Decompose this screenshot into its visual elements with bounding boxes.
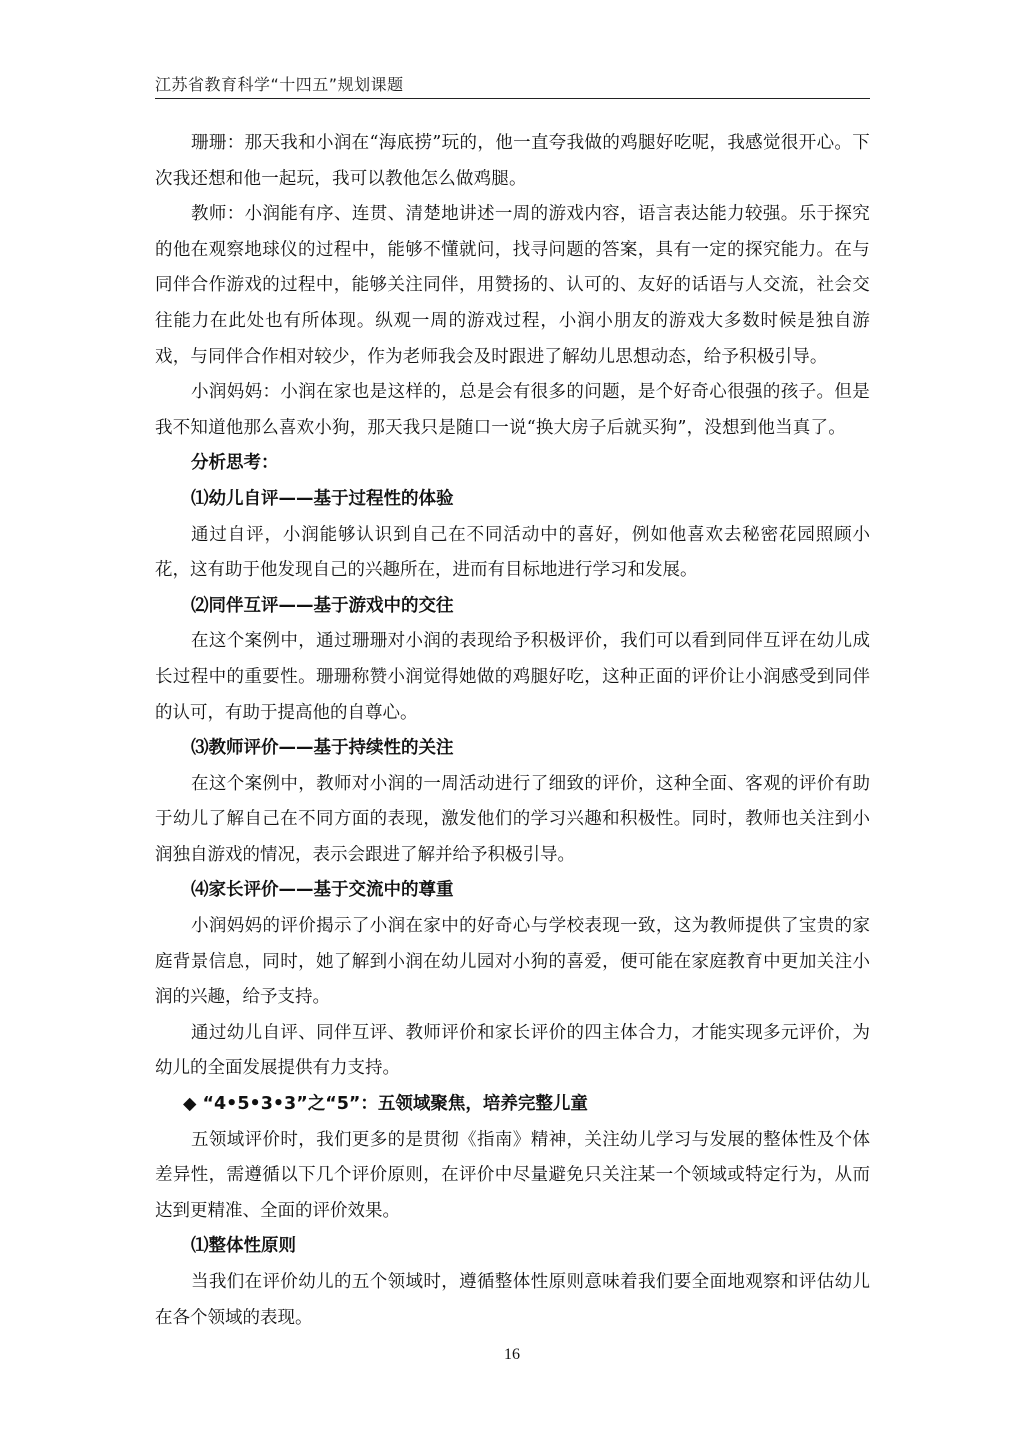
paragraph-summary: 通过幼儿自评、同伴互评、教师评价和家长评价的四主体合力，才能实现多元评价，为幼儿的全面发展提供有力支持。 [155,1022,870,1079]
diamond-bullet-icon: ◆ [183,1094,197,1115]
paragraph-holistic-principle: 当我们在评价幼儿的五个领域时，遵循整体性原则意味着我们要全面地观察和评估幼儿在各个领域的表现。 [155,1272,870,1328]
paragraph-teacher-evaluation: 在这个案例中，教师对小润的一周活动进行了细致的评价，这种全面、客观的评价有助于幼儿了解自己在不同方面的表现，激发他们的学习兴趣和积极性。同时，教师也关注到小润独自游戏的情况，表示会跟进了解并给予积极引导。 [155,773,870,865]
paragraph-peer-evaluation: 在这个案例中，通过珊珊对小润的表现给予积极评价，我们可以看到同伴互评在幼儿成长过程中的重要性。珊珊称赞小润觉得她做的鸡腿好吃，这种正面的评价让小润感受到同伴的认可，有助于提高他的自尊心。 [155,631,870,723]
heading-peer-evaluation: ⑵同伴互评——基于游戏中的交往 [191,595,454,616]
dialogue-teacher: 教师：小润能有序、连贯、清楚地讲述一周的游戏内容，语言表达能力较强。乐于探究的他在观察地球仪的过程中，能够不懂就问，找寻问题的答案，具有一定的探究能力。在与同伴合作游戏的过程中，能够关注同伴，用赞扬的、认可的、友好的话语与人交流，社会交往能力在此处也有所体现。纵观一周的游戏过程，小润小朋友的游戏大多数时候是独自游戏，与同伴合作相对较少，作为老师我会及时跟进了解幼儿思想动态，给予积极引导。 [155,204,870,367]
heading-analysis: 分析思考： [191,453,279,474]
heading-parent-evaluation: ⑷家长评价——基于交流中的尊重 [191,880,454,901]
paragraph-parent-evaluation: 小润妈妈的评价揭示了小润在家中的好奇心与学校表现一致，这为教师提供了宝贵的家庭背景信息，同时，她了解到小润在幼儿园对小狗的喜爱，便可能在家庭教育中更加关注小润的兴趣，给予支持。 [155,916,870,1008]
heading-holistic-principle: ⑴整体性原则 [191,1236,296,1257]
document-body [155,126,870,1336]
page-number: 16 [504,1346,520,1363]
running-header [155,68,870,99]
section-heading-text: “4•5•3•3”之“5”：五领域聚焦，培养完整儿童 [202,1094,588,1115]
section-heading [155,1087,870,1123]
header-title: 江苏省教育科学“十四五”规划课题 [155,75,404,94]
paragraph-self-evaluation: 通过自评，小润能够认识到自己在不同活动中的喜好，例如他喜欢去秘密花园照顾小花，这有助于他发现自己的兴趣所在，进而有目标地进行学习和发展。 [155,524,870,581]
dialogue-shanshan: 珊珊：那天我和小润在“海底捞”玩的，他一直夸我做的鸡腿好吃呢，我感觉很开心。下次我还想和他一起玩，我可以教他怎么做鸡腿。 [155,133,870,189]
heading-teacher-evaluation: ⑶教师评价——基于持续性的关注 [191,738,454,759]
heading-self-evaluation: ⑴幼儿自评——基于过程性的体验 [191,488,454,509]
dialogue-mother: 小润妈妈：小润在家也是这样的，总是会有很多的问题，是个好奇心很强的孩子。但是我不知道他那么喜欢小狗，那天我只是随口一说“换大房子后就买狗”，没想到他当真了。 [155,382,870,438]
paragraph-five-domains: 五领域评价时，我们更多的是贯彻《指南》精神，关注幼儿学习与发展的整体性及个体差异性，需遵循以下几个评价原则，在评价中尽量避免只关注某一个领域或特定行为，从而达到更精准、全面的评价效果。 [155,1129,870,1221]
